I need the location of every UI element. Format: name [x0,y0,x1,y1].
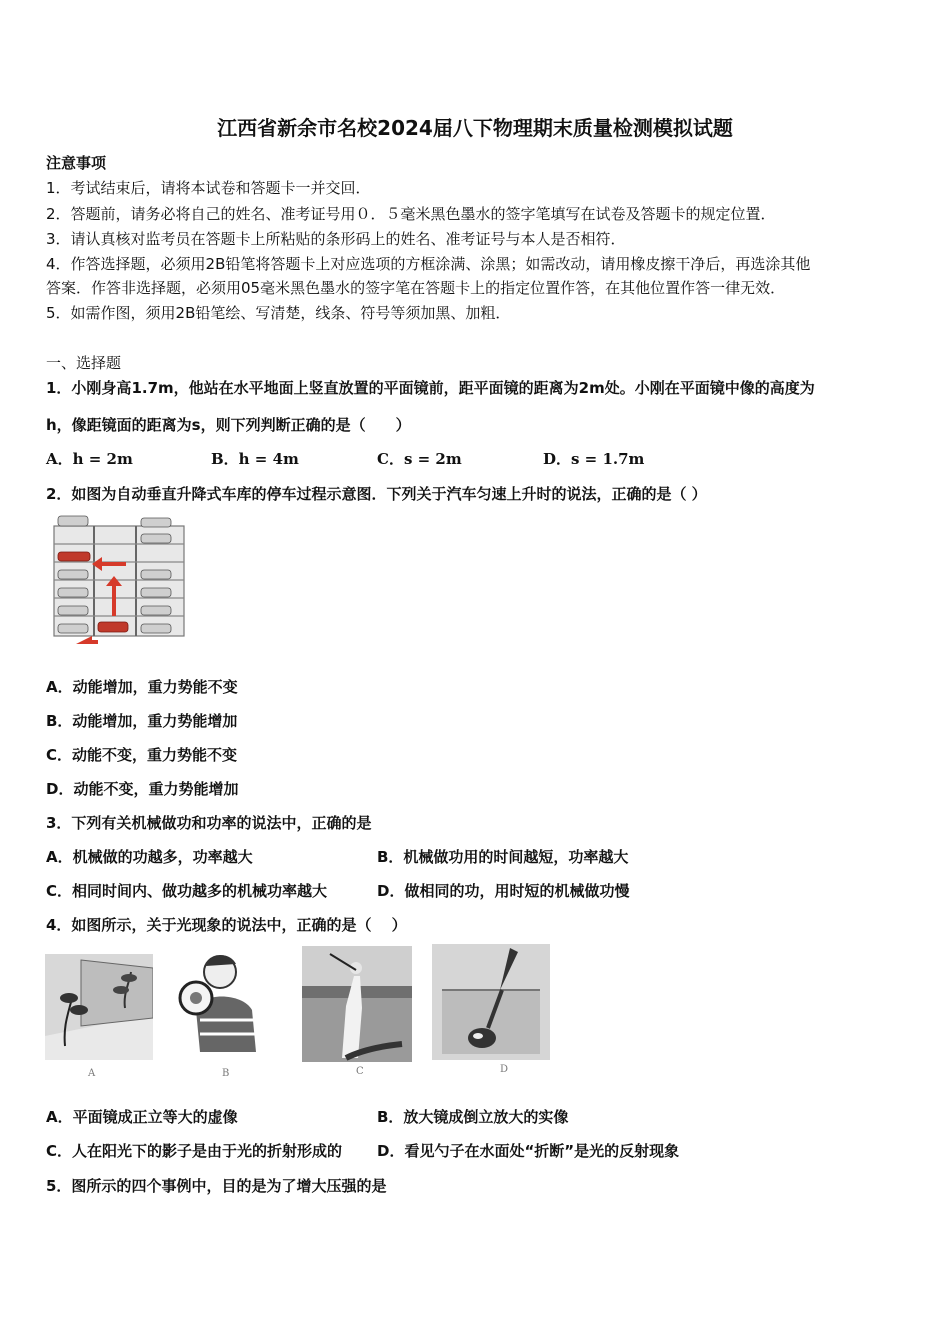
q1-option-a: A．h = 2m [46,450,133,468]
notice-heading: 注意事项 [46,154,107,172]
notice-item: 2．答题前，请务必将自己的姓名、准考证号用０．５毫米黑色墨水的签字笔填写在试卷及答题卡的规定位置． [46,205,776,223]
figure-label-b: B [222,1068,230,1079]
q2-option-c: C．动能不变，重力势能不变 [46,746,238,764]
q2-option-d: D．动能不变，重力势能增加 [46,780,239,798]
q5-stem: 5．图所示的四个事例中，目的是为了增大压强的是 [46,1177,387,1195]
boy-magnifier-illustration [170,950,276,1060]
q4-option-c: C．人在阳光下的影子是由于光的折射形成的 [46,1142,343,1160]
figure-label-c: C [356,1066,364,1077]
spoon-in-water-illustration [432,944,550,1060]
golfer-shadow-illustration [302,946,412,1062]
figure-b-magnifier [170,950,276,1060]
q2-stem: 2．如图为自动垂直升降式车库的停车过程示意图．下列关于汽车匀速上升时的说法，正确的是（ ） [46,485,707,503]
q1-option-c: C．s = 2m [377,450,462,468]
q4-option-b: B．放大镜成倒立放大的实像 [377,1108,569,1126]
q1-option-d: D．s = 1.7m [543,450,645,468]
q4-stem: 4．如图所示，关于光现象的说法中，正确的是（ ） [46,916,407,934]
figure-label-a: A [88,1068,96,1079]
q4-option-a: A．平面镜成正立等大的虚像 [46,1108,238,1126]
figure-a-plane-mirror [45,954,153,1060]
notice-item: 1．考试结束后，请将本试卷和答题卡一并交回． [46,179,371,197]
q1-stem: 1．小刚身高1.7m，他站在水平地面上竖直放置的平面镜前，距平面镜的距离为2m处。小刚在平面镜中像的高度为 [46,379,815,397]
q3-option-c: C．相同时间内、做功越多的机械功率越大 [46,882,328,900]
notice-item: 5．如需作图，须用2B铅笔绘、写清楚，线条、符号等须加黑、加粗． [46,304,511,322]
page-title: 江西省新余市名校2024届八下物理期末质量检测模拟试题 [217,116,733,140]
garage-illustration [46,512,190,648]
q2-option-a: A．动能增加，重力势能不变 [46,678,238,696]
q4-option-d: D．看见勺子在水面处“折断”是光的反射现象 [377,1142,680,1160]
q3-option-a: A．机械做的功越多，功率越大 [46,848,253,866]
q3-stem: 3．下列有关机械做功和功率的说法中，正确的是 [46,814,372,832]
section-heading: 一、选择题 [46,354,122,372]
notice-item: 3．请认真核对监考员在答题卡上所粘贴的条形码上的姓名、准考证号与本人是否相符． [46,230,626,248]
q1-stem-cont: h，像距镜面的距离为s，则下列判断正确的是（ ） [46,416,411,434]
q2-option-b: B．动能增加，重力势能增加 [46,712,238,730]
figure-d-spoon [432,944,550,1060]
q1-option-b: B．h = 4m [211,450,299,468]
figure-label-d: D [500,1064,509,1075]
figure-c-shadow [302,946,412,1062]
notice-item: 4．作答选择题，必须用2B铅笔将答题卡上对应选项的方框涂满、涂黑；如需改动，请用橡皮擦干净后，再选涂其他 [46,255,811,273]
plant-mirror-illustration [45,954,153,1060]
notice-item: 答案．作答非选择题，必须用05毫米黑色墨水的签字笔在答题卡上的指定位置作答，在其他位置作答一律无效． [46,279,786,297]
q3-option-d: D．做相同的功，用时短的机械做功慢 [377,882,630,900]
q3-option-b: B．机械做功用的时间越短，功率越大 [377,848,629,866]
garage-figure [46,512,190,648]
